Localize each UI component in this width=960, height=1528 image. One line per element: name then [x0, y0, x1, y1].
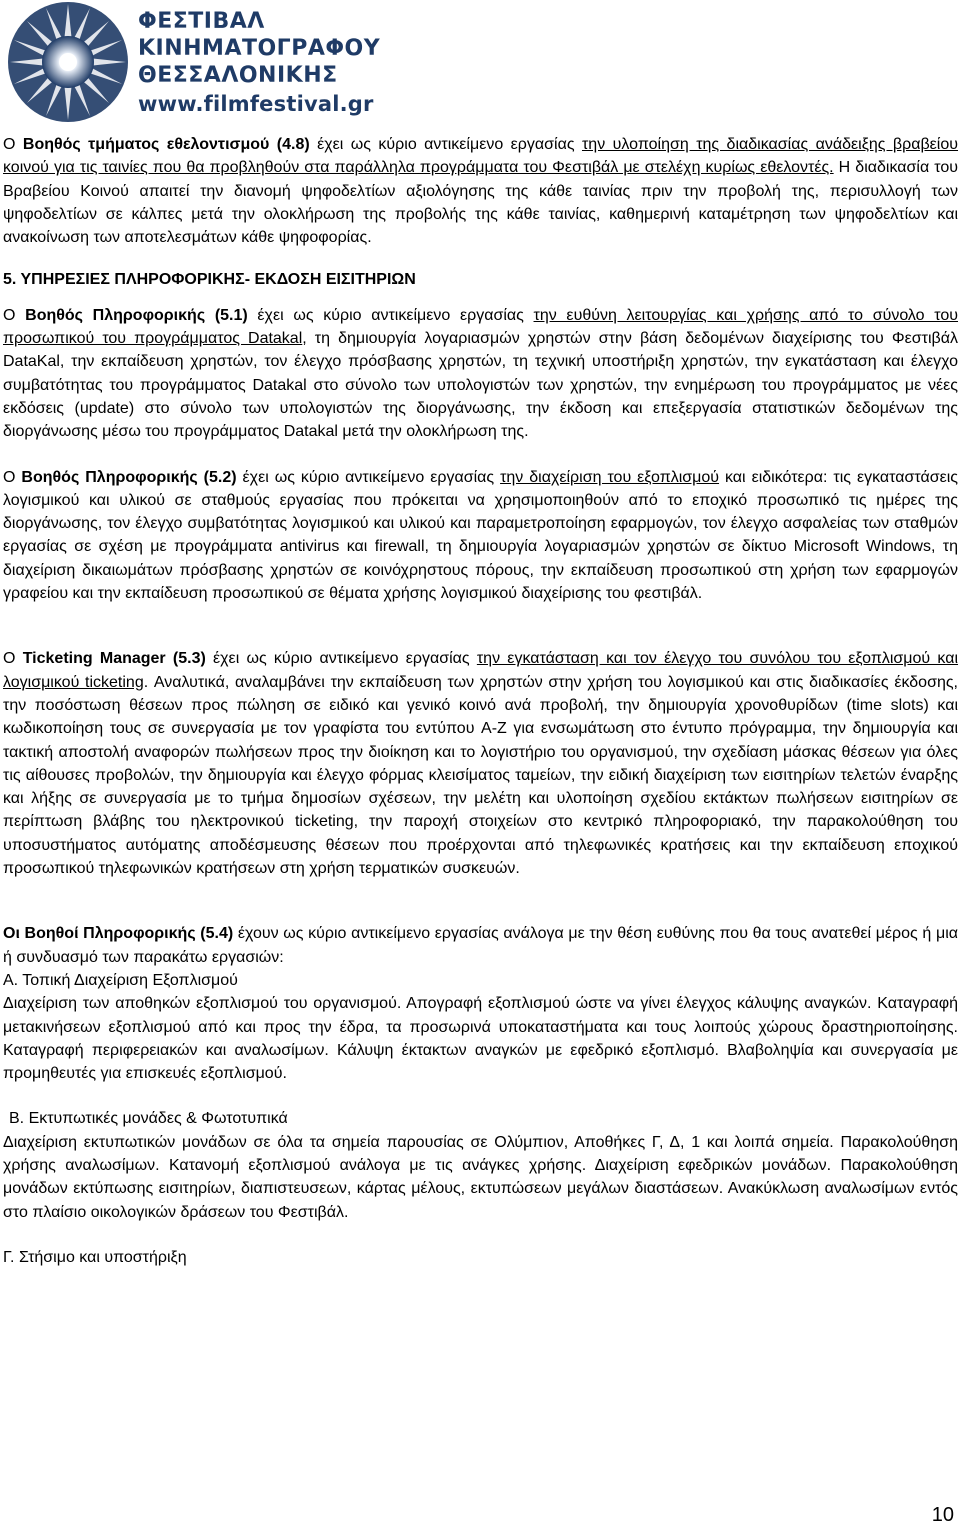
item-a-body: Διαχείριση των αποθηκών εξοπλισμού του οργανισμού. Απογραφή εξοπλισμού ώστε να γίνει έλεγχος κάλυψης αναγκών. Καταγραφή μετακινήσεων εξοπλισμού από και προς την έδρα, τα προσωρινά υποκαταστήματα και τους λοιπούς χώρους δραστηριοποίησης. Καταγραφή περιφερειακών και αναλωσίμων. Κάλυψη έκτακτων αναγκών με εφεδρικό εξοπλισμό. Βλαβοληψία και συνεργασία με προμηθευτές για επισκευές εξοπλισμού. — [3, 995, 958, 1083]
logo-url: www.filmfestival.gr — [138, 92, 374, 116]
p2-role: Βοηθός Πληροφορικής (5.1) — [25, 306, 248, 324]
p3-mid: έχει ως κύριο αντικείμενο εργασίας — [236, 468, 501, 486]
paragraph-it-assistants-5-4 — [3, 922, 958, 969]
p2-mid: έχει ως κύριο αντικείμενο εργασίας — [247, 306, 534, 324]
p5-rest: έχουν ως κύριο αντικείμενο εργασίας ανάλογα με την θέση ευθύνης που θα τους ανατεθεί μέρος ή μια ή συνδυασμό των παρακάτω εργασιών: — [3, 925, 958, 966]
page-number: 10 — [931, 1504, 954, 1526]
p4-underlined: την εγκατάσταση και τον έλεγχο του συνόλου του εξοπλισμού και λογισμικού ticketing — [3, 650, 959, 691]
p1-pre: Ο — [3, 136, 23, 153]
p1-role: Βοηθός τμήματος εθελοντισμού (4.8) — [22, 136, 310, 153]
item-b-body: Διαχείριση εκτυπωτικών μονάδων σε όλα τα σημεία παρουσίας σε Ολύμπιον, Αποθήκες Γ, Δ, 1 και λοιπά σημεία. Παρακολούθηση χρήσης αναλωσίμων. Κατανομή εξοπλισμού ανάλογα με τις ανάγκες χρήσης. Διαχείριση εφεδρικών μονάδων. Παρακολούθηση μονάδων εκτύπωσης εισιτηρίων, διαπιστευσεων, κάρτας μέλους, εκτυπώσεων μεγάλων διαστάσεων. Ανακύκλωση αναλωσίμων εντός στο πλαίσιο οικολογικών δράσεων του Φεστιβάλ. — [3, 1133, 958, 1221]
festival-logo — [0, 0, 380, 128]
paragraph-ticketing-manager — [3, 647, 958, 880]
item-a-title: Α. Τοπική Διαχείριση Εξοπλισμού — [3, 971, 238, 989]
item-b-title: Β. Εκτυπωτικές μονάδες & Φωτοτυπικά — [9, 1110, 288, 1128]
p4-rest: . Αναλυτικά, αναλαμβάνει την εκπαίδευση των χρηστών στην χρήση του λογισμικού και στις διαδικασίες έκδοσης, την ποσόστωση θέσεων προς πώληση σε ειδικό και γενικό κοινό ανά προβολή, την δημιουργία χρονοθυρίδων (time slots) και κωδικοποίηση τους σε συνεργασία με τον γραφίστα του εντύπου A-Z για ενσωμάτωση στο έντυπο πρόγραμμα, την δημιουργία και τακτική αποστολή αναφορών πωλήσεων προς την διοίκηση και το λογιστήριο του οργανισμού, την σχεδίαση μάσκας θέσεων για όλες τις αίθουσες προβολών, την δημιουργία και έλεγχο φόρμας κλεισίματος ταμείων, την ειδική διαχείριση των εισιτηρίων τελετών έναρξης και λήξης σε συνεργασία με το τμήμα δημοσίων σχέσεων, την μελέτη και υλοποίηση σχεδίου εκτάκτων πωλήσεων εισιτηρίων σε περίπτωση βλάβης του ηλεκτρονικού ticketing, την παροχή στοιχείων στο κεντρικό πληροφοριακό, την παρακολούθηση του υποσυστήματος αυτόματης αποδέσμευσης θέσεων που προέρχονται από τηλεφωνικές κρατήσεις και την εκπαίδευση εποχικού προσωπικού τηλεφωνικών κρατήσεων στη χρήση τερματικών συσκευών. — [3, 673, 959, 878]
logo-line-2: ΚΙΝΗΜΑΤΟΓΡΑΦΟΥ — [138, 36, 381, 61]
p3-rest: και ειδικότερα: τις εγκαταστάσεις λογισμικού και υλικού σε σταθμούς εργασίας που πρόκειται να χρησιμοποιηθούν από το εποχικό προσωπικό τις ημέρες της διοργάνωσης, τον έλεγχο συμβατότητας λογισμικού και υλικού και παραμετροποίηση εφαρμογών, τον έλεγχο ασφαλείας των σταθμών εργασίας σε σχέση με προγράμματα antivirus και firewall, τη δημιουργία λογαριασμών χρηστών σε δίκτυο Microsoft Windows, τη διαχείριση δικαιωμάτων πρόσβασης χρηστών σε κοινόχρηστους πόρους, την εκπαίδευση προσωπικού στη χρήση των εφαρμογών γραφείου και την εκπαίδευση προσωπικού σε θέματα χρήσης λογισμικού διαχείρισης του φεστιβάλ. — [3, 468, 958, 603]
p1-underlined: την υλοποίηση της διαδικασίας ανάδειξης βραβείου κοινού για τις ταινίες που θα προβληθούν στα παράλληλα προγράμματα του Φεστιβάλ με στελέχη κυρίως εθελοντές. — [3, 136, 959, 177]
p4-pre: Ο — [3, 650, 23, 668]
logo-wordmark — [138, 8, 380, 118]
p2-underlined: την ευθύνη λειτουργίας και χρήσης από το σύνολο του προσωπικού του προγράμματος Datakal — [3, 306, 959, 348]
p2-rest: , τη δημιουργία λογαριασμών χρηστών στην βάση δεδομένων διαχείρισης του Φεστιβάλ DataKal, την εκπαίδευση χρηστών, τον έλεγχο πρόσβασης χρηστών, τη τεχνική υποστήριξη χρηστών, την εγκατάσταση και έλεγχο συμβατότητας του προγράμματος Datakal στο σύνολο των υπολογιστών των χρηστών, την ενημέρωση του προγράμματος με νέες εκδόσεις (update) στο σύνολο των υπολογιστών της διοργάνωσης, την έκδοση και επεξεργασία στατιστικών δεδομένων της διοργάνωσης μέσω του προγράμματος Datakal μετά την ολοκλήρωση της. — [3, 330, 958, 441]
festival-emblem-icon — [0, 0, 140, 128]
paragraph-it-assistant-5-1 — [3, 304, 958, 444]
document-body — [3, 133, 958, 1269]
p2-pre: Ο — [3, 306, 26, 324]
p3-role: Βοηθός Πληροφορικής (5.2) — [21, 468, 237, 486]
p4-mid: έχει ως κύριο αντικείμενο εργασίας — [205, 650, 477, 668]
p3-underlined: την διαχείριση του εξοπλισμού — [500, 468, 720, 486]
logo-line-1: ΦΕΣΤΙΒΑΛ — [138, 9, 265, 34]
p3-pre: Ο — [3, 468, 22, 486]
item-c-title: Γ. Στήσιμο και υποστήριξη — [3, 1248, 187, 1266]
p5-role: Οι Βοηθοί Πληροφορικής (5.4) — [3, 925, 234, 943]
p4-role: Ticketing Manager (5.3) — [22, 650, 206, 668]
logo-line-3: ΘΕΣΣΑΛΟΝΙΚΗΣ — [138, 63, 338, 88]
section-heading: 5. ΥΠΗΡΕΣΙΕΣ ΠΛΗΡΟΦΟΡΙΚΗΣ- ΕΚΔΟΣΗ ΕΙΣΙΤΗΡΙΩΝ — [3, 271, 416, 289]
paragraph-it-assistant-5-2 — [3, 466, 958, 606]
paragraph-volunteer-assistant — [3, 133, 958, 249]
p1-mid: έχει ως κύριο αντικείμενο εργασίας — [309, 136, 582, 153]
p1-rest: Η διαδικασία του Βραβείου Κοινού απαιτεί την διανομή ψηφοδελτίων αξιολόγησης της κάθε ταινίας πριν την προβολή της, περισυλλογή των ψηφοδελτίων σε κάλπες μετά την ολοκλήρωση της προβολής της κάθε ταινίας, καθημερινή καταμέτρηση των ψηφοδελτίων και ανακοίνωση των αποτελεσμάτων κάθε ψηφοφορίας. — [3, 159, 958, 247]
